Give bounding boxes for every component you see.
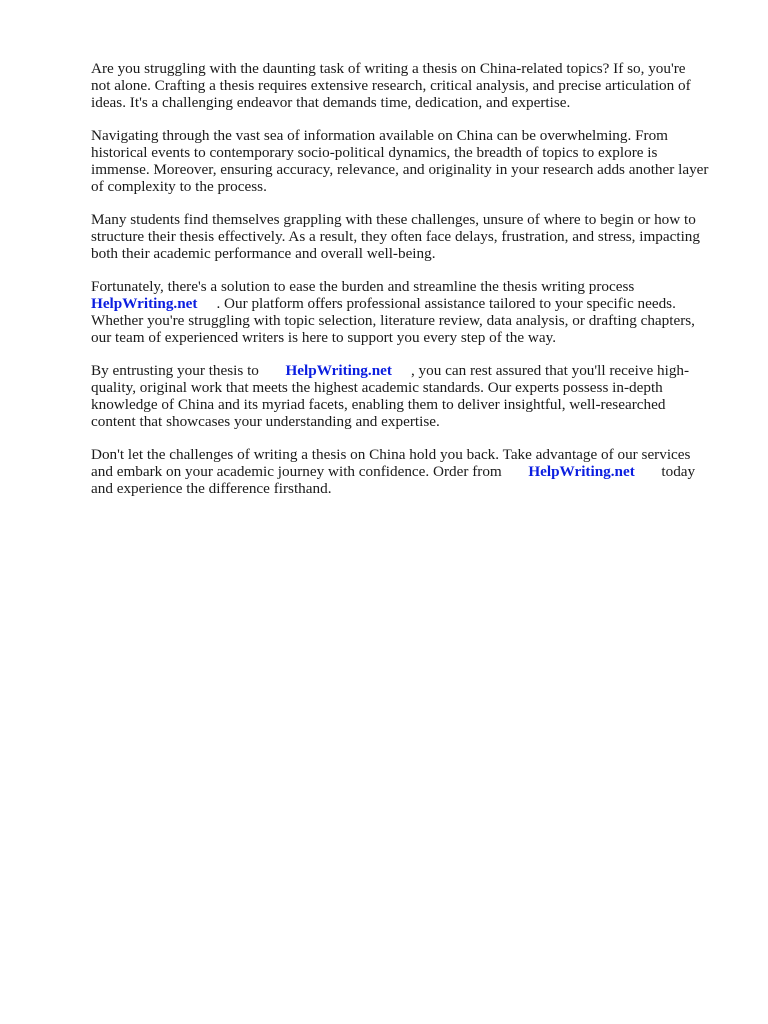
text-line	[91, 362, 727, 379]
text-line: Don't let the challenges of writing a thesis on China hold you back. Take advantage of our services	[91, 446, 691, 463]
text-segment	[635, 463, 662, 480]
text-line: Navigating through the vast sea of information available on China can be overwhelming. From	[91, 127, 668, 144]
text-line: and experience the difference firsthand.	[91, 480, 332, 497]
text-line: both their academic performance and overall well-being.	[91, 245, 436, 262]
text-segment	[259, 362, 286, 379]
text-line: quality, original work that meets the highest academic standards. Our experts possess in-depth	[91, 379, 663, 396]
paragraph-entrusting	[91, 362, 727, 430]
text-line: Fortunately, there's a solution to ease the burden and streamline the thesis writing process	[91, 278, 635, 295]
text-line: ideas. It's a challenging endeavor that demands time, dedication, and expertise.	[91, 94, 571, 111]
text-line	[91, 463, 727, 480]
text-line: of complexity to the process.	[91, 178, 267, 195]
paragraph-challenges	[91, 211, 727, 262]
text-segment	[197, 295, 216, 312]
paragraph-solution	[91, 278, 727, 346]
text-line: not alone. Crafting a thesis requires extensive research, critical analysis, and precise articulation of	[91, 77, 691, 94]
helpwriting-link[interactable]: HelpWriting.net	[528, 463, 635, 480]
document-page	[91, 60, 727, 513]
text-line: knowledge of China and its myriad facets, enabling them to deliver insightful, well-researched	[91, 396, 666, 413]
paragraph-navigating	[91, 127, 727, 195]
text-segment: and embark on your academic journey with confidence. Order from	[91, 463, 502, 480]
text-line: Many students find themselves grappling with these challenges, unsure of where to begin or how to	[91, 211, 696, 228]
text-line: content that showcases your understanding and expertise.	[91, 413, 440, 430]
text-line: Whether you're struggling with topic selection, literature review, data analysis, or drafting chapters,	[91, 312, 695, 329]
text-line: immense. Moreover, ensuring accuracy, relevance, and originality in your research adds another layer	[91, 161, 709, 178]
text-segment: . Our platform offers professional assistance tailored to your specific needs.	[216, 295, 676, 312]
text-segment: today	[661, 463, 696, 480]
text-segment	[392, 362, 411, 379]
text-segment: By entrusting your thesis to	[91, 362, 259, 379]
text-segment: , you can rest assured that you'll receive high-	[410, 362, 690, 379]
paragraph-intro	[91, 60, 727, 111]
helpwriting-link[interactable]: HelpWriting.net	[285, 362, 392, 379]
text-line: our team of experienced writers is here to support you every step of the way.	[91, 329, 557, 346]
text-line: Are you struggling with the daunting task of writing a thesis on China-related topics? If so, you're	[91, 60, 686, 77]
paragraph-closing	[91, 446, 727, 497]
helpwriting-link[interactable]: HelpWriting.net	[91, 295, 198, 312]
text-line	[91, 295, 727, 312]
text-segment	[502, 463, 529, 480]
text-line: structure their thesis effectively. As a result, they often face delays, frustration, and stress, impacting	[91, 228, 700, 245]
text-line: historical events to contemporary socio-political dynamics, the breadth of topics to explore is	[91, 144, 658, 161]
